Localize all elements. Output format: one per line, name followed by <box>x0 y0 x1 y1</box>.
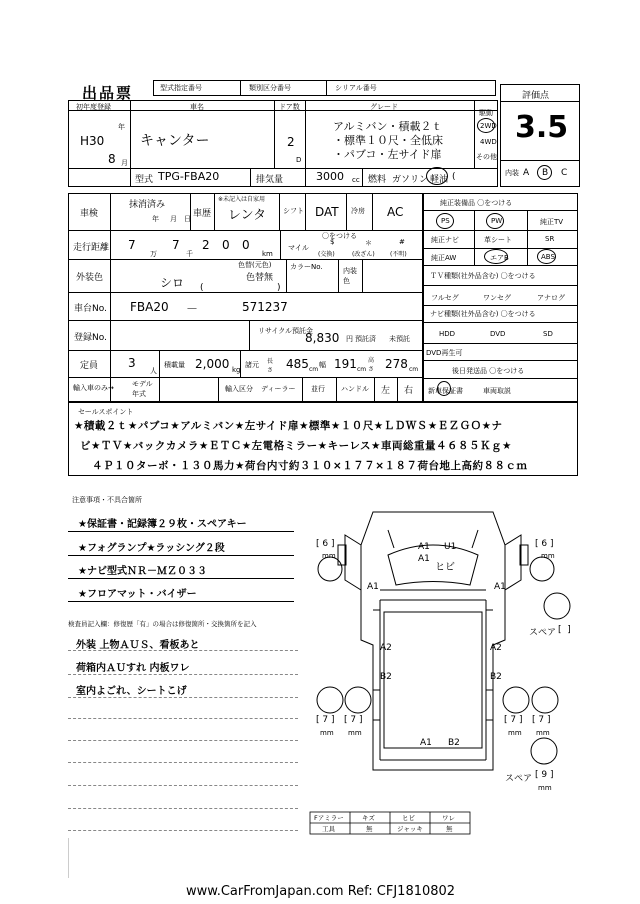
width-value: 191 <box>334 357 357 371</box>
serial-box <box>326 80 496 96</box>
height-unit: cm <box>409 366 419 373</box>
nav-title: ナビ種類(社外品含む) 〇をつける <box>430 310 536 318</box>
nav-dvd: DVD <box>490 330 506 338</box>
tread-rear-right-in: [ 7 ] <box>504 715 523 725</box>
equip-aw: 純正AW <box>431 254 457 262</box>
diag-a1-rear: A1 <box>420 738 432 748</box>
tread-rear-left-out-unit: mm <box>320 729 334 737</box>
tread-rear-right-out-unit: mm <box>536 729 550 737</box>
tread-rear-right-in-unit: mm <box>508 729 522 737</box>
seats-value: 3 <box>128 356 136 370</box>
score-value: 3.5 <box>515 110 569 145</box>
import-parallel: 並行 <box>311 385 325 393</box>
length-unit: cm <box>309 366 319 373</box>
recycle-unpaid: 未預託 <box>389 335 410 343</box>
tread-rear-left-out: [ 7 ] <box>316 715 335 725</box>
equip-ps: PS <box>441 217 450 225</box>
legend-v2: ジャッキ <box>397 825 423 833</box>
mileage-mile: マイル <box>288 244 309 252</box>
nav-dvd-play: DVD再生可 <box>426 349 463 357</box>
chassis-prefix: FBA20 <box>130 300 169 314</box>
type-cert-label: 型式指定番号 <box>160 84 202 92</box>
shift-label: シフト <box>283 207 304 215</box>
mileage-circle-hint: 〇をつける <box>322 232 357 240</box>
sales-points-label: セールスポイント <box>78 408 134 416</box>
legend-v3: 無 <box>446 825 453 833</box>
grade-line1: アルミバン・積載２ｔ <box>333 120 443 133</box>
import-type-label: 輸入区分 <box>225 385 253 393</box>
tread-spare-unit: mm <box>538 784 552 792</box>
usage-label: 車歴 <box>193 209 212 219</box>
length-value: 485 <box>286 357 309 371</box>
mileage-sen: 千 <box>186 250 193 258</box>
equip-tv: 純正TV <box>540 218 564 226</box>
note-line-1: ★保証書・記録簿２９枚・スペアキー <box>78 519 247 530</box>
mileage-km: km <box>262 250 273 258</box>
legend-v1: 無 <box>366 825 373 833</box>
delivery-warranty: 新車保証書 <box>428 387 463 395</box>
ac-label: 冷房 <box>351 207 365 215</box>
exterior-color-value: シロ <box>160 276 185 290</box>
delivery-warranty-circle <box>437 381 451 396</box>
height-label: 高さ <box>368 357 375 373</box>
diag-a1-top: A1 <box>418 542 430 552</box>
car-name: キャンター <box>140 133 210 149</box>
tv-oneseg: ワンセグ <box>483 294 511 302</box>
original-paren-close: ) <box>277 283 281 293</box>
ac-value: AC <box>387 205 404 219</box>
model-year-label: モデル年式 <box>132 380 153 398</box>
delivery-title: 後日発送品 〇をつける <box>452 367 525 375</box>
spare-bracket-1: [ ] <box>558 625 571 635</box>
notes-label: 注意事項・不具合箇所 <box>72 496 142 504</box>
mileage-reverse: (改ざん) <box>352 251 375 258</box>
mileage-digit-5: 0 <box>242 238 250 252</box>
inspection-month-unit: 月 <box>170 215 177 223</box>
seats-unit: 人 <box>150 367 157 375</box>
exterior-color-label: 外装色 <box>76 273 104 283</box>
tread-rear-right-out: [ 7 ] <box>532 715 551 725</box>
diag-a1-left: A1 <box>367 582 379 592</box>
tv-analog: アナログ <box>537 294 565 302</box>
registration-label: 登録No. <box>74 333 107 343</box>
inspector-line-1: 外装 上物ＡＵＳ、看板あと <box>76 640 200 651</box>
model-value: TPG-FBA20 <box>158 170 220 183</box>
displacement-value: 3000 <box>316 170 344 183</box>
equip-leather: 革シート <box>484 236 512 244</box>
tv-fullseg: フルセグ <box>431 294 459 302</box>
sales-line-3: ４Ｐ１０ターボ・１３０馬力★荷台内寸約３１０×１７７×１８７荷台地上高約８８ｃｍ <box>92 460 528 472</box>
form-title: 出品票 <box>82 84 134 102</box>
private-note: ※未記入は自家用 <box>218 196 266 203</box>
drive-4wd: 4WD <box>480 138 497 146</box>
car-name-label: 車名 <box>190 103 204 111</box>
spare-label-1: スペア <box>529 628 557 638</box>
equip-airbag: エアB <box>490 254 509 262</box>
interior-b-circle <box>537 165 552 180</box>
drive-2wd-circle <box>477 118 495 133</box>
recycle-label: リサイクル預託金 <box>258 327 314 335</box>
nav-sd: SD <box>543 330 553 338</box>
width-unit: cm <box>357 366 367 373</box>
diag-a2-right: A2 <box>490 643 502 653</box>
mileage-label: 走行距離 <box>73 243 110 253</box>
mileage-digit-3: 2 <box>202 238 210 252</box>
diag-b2-left: B2 <box>380 672 392 682</box>
tread-spare: [ 9 ] <box>535 770 554 780</box>
seats-label: 定員 <box>80 361 99 371</box>
tv-title: ＴＶ種類(社外品含む) 〇をつける <box>430 272 536 280</box>
first-reg-month: 8 <box>108 152 116 166</box>
color-no-label: カラーNo. <box>290 263 323 271</box>
interior-a: A <box>523 168 530 178</box>
inspection-value: 抹消済み <box>129 200 166 210</box>
legend-h0: Fアミラー <box>314 814 344 822</box>
category-box <box>240 80 327 96</box>
equip-navi: 純正ナビ <box>431 236 459 244</box>
equip-abs: ABS <box>541 253 555 261</box>
original-color-value: 色替無 <box>246 273 274 283</box>
fuel-label: 燃料 <box>368 175 387 185</box>
equip-pw-circle <box>486 213 504 229</box>
legend-v0: 工具 <box>322 825 335 833</box>
usage-value: レンタ <box>228 208 267 223</box>
delivery-manual: 車両取説 <box>483 387 511 395</box>
chassis-label: 車台No. <box>74 304 107 314</box>
height-value: 278 <box>385 357 408 371</box>
equipment-title: 純正装備品 〇をつける <box>440 199 513 207</box>
doors-value: 2 <box>287 135 295 149</box>
recycle-amount: 8,830 <box>305 331 340 345</box>
inspection-day-unit: 日 <box>184 215 191 223</box>
mileage-digit-2: 7 <box>172 238 180 252</box>
diag-u1: U1 <box>444 542 457 552</box>
type-cert-box <box>153 80 241 96</box>
shift-value: DAT <box>315 205 339 219</box>
tread-front-right-unit: mm <box>541 552 555 560</box>
import-only-label: 輸入車のみ→ <box>73 384 114 392</box>
serial-label: シリアル番号 <box>335 84 377 92</box>
import-dealer: ディーラー <box>261 385 296 393</box>
width-label: 幅 <box>319 361 326 369</box>
original-paren-open: ( <box>200 283 204 293</box>
displacement-unit: cc <box>352 176 360 184</box>
legend-h1: キズ <box>362 814 375 822</box>
nav-hdd: HDD <box>439 330 456 338</box>
recycle-unit: 円 <box>346 335 353 343</box>
interior-c: C <box>561 168 568 178</box>
length-label: 長さ <box>267 358 274 374</box>
size-label: 諸元 <box>245 361 259 369</box>
grade-label: グレード <box>370 103 398 111</box>
equip-abs-circle <box>537 249 556 264</box>
mileage-man: 万 <box>150 250 157 258</box>
first-reg-label: 初年度登録 <box>76 103 111 111</box>
score-label: 評価点 <box>522 91 550 101</box>
handle-label: ハンドル <box>341 385 369 393</box>
diag-a1-right: A1 <box>494 582 506 592</box>
diag-b2-rear: B2 <box>448 738 460 748</box>
fuel-diesel: 軽油 <box>430 175 449 185</box>
load-label: 積載量 <box>164 361 185 369</box>
legend-h3: ワレ <box>442 814 455 822</box>
fuel-diesel-circle <box>426 167 448 185</box>
mileage-digit-4: 0 <box>222 238 230 252</box>
tread-rear-left-in: [ 7 ] <box>344 715 363 725</box>
grade-line2: ・標準１０尺・全低床 <box>333 134 443 147</box>
tread-rear-left-in-unit: mm <box>348 729 362 737</box>
model-label: 型式 <box>135 175 154 185</box>
inspector-label: 検査員記入欄：修復歴「有」の場合は修復箇所・交換箇所を記入 <box>68 620 257 628</box>
equip-sr: SR <box>545 235 555 243</box>
fuel-paren: ( <box>452 172 456 182</box>
mileage-sym-3: # <box>399 238 405 246</box>
legend-h2: ヒビ <box>402 814 415 822</box>
mileage-swap: (交換) <box>318 251 335 258</box>
interior-label: 内装 <box>505 169 519 177</box>
tread-front-left-unit: mm <box>322 552 336 560</box>
note-line-3: ★ナビ型式ＮＲ－ＭＺ０３３ <box>78 566 207 577</box>
year-unit: 年 <box>118 123 125 131</box>
equip-airbag-circle <box>484 249 508 264</box>
chassis-number: 571237 <box>242 300 288 314</box>
drive-2wd: 2WD <box>480 122 497 130</box>
equip-ps-circle <box>436 213 454 229</box>
displacement-label: 排気量 <box>256 175 284 185</box>
handle-left: 左 <box>381 386 391 396</box>
equip-pw: PW <box>491 217 503 225</box>
inspector-line-3: 室内よごれ、シートこげ <box>76 686 187 697</box>
diag-a1-windshield: A1 <box>418 554 430 564</box>
inspector-line-2: 荷箱内ＡＵすれ 内板ワレ <box>76 663 190 674</box>
diag-b2-right: B2 <box>490 672 502 682</box>
doors-sub: D <box>296 156 302 164</box>
inspection-label: 車検 <box>80 209 99 219</box>
interior-color-label: 内装色 <box>343 267 357 285</box>
fuel-gas: ガソリン <box>392 175 429 185</box>
diag-a2-left: A2 <box>380 643 392 653</box>
grade-line3: ・パブコ・左サイド扉 <box>333 148 442 161</box>
diag-hibi: ヒビ <box>435 562 455 573</box>
handle-right: 右 <box>404 386 414 396</box>
mileage-unknown: (不明) <box>390 251 407 258</box>
load-unit: kg <box>232 366 241 374</box>
inspection-year-unit: 年 <box>152 215 159 223</box>
first-reg-year: H30 <box>80 134 105 148</box>
drive-other: その他 <box>476 153 497 161</box>
recycle-paid: 預託済 <box>355 335 376 343</box>
tread-front-left: [ 6 ] <box>316 539 335 549</box>
spare-label-2: スペア <box>505 774 533 784</box>
month-unit: 月 <box>121 159 128 167</box>
footer-watermark: www.CarFromJapan.com Ref: CFJ1810802 <box>186 884 456 899</box>
mileage-sym-2: ＊ <box>365 239 372 247</box>
chassis-dash: － <box>186 302 199 316</box>
mileage-digit-1: 7 <box>128 238 136 252</box>
interior-b: B <box>542 168 549 178</box>
tread-front-right: [ 6 ] <box>535 539 554 549</box>
sales-line-2: ビ★ＴＶ★バックカメラ★ＥＴＣ★左電格ミラー★キーレス★車両総重量４６８５Ｋｇ★ <box>80 440 512 452</box>
original-color-label: 色替(元色) <box>238 261 272 269</box>
note-line-2: ★フォグランプ★ラッシング２段 <box>78 543 225 554</box>
mileage-sym-1: $ <box>330 238 335 246</box>
doors-label: ドア数 <box>279 103 300 111</box>
category-label: 類別区分番号 <box>249 84 291 92</box>
sales-line-1: ★積載２ｔ★パブコ★アルミバン★左サイド扉★標準★１０尺★ＬＤＷＳ★ＥＺＧＯ★ナ <box>74 420 503 432</box>
note-line-4: ★フロアマット・バイザー <box>78 589 197 600</box>
drive-label: 駆動 <box>479 109 493 117</box>
load-value: 2,000 <box>195 357 230 371</box>
